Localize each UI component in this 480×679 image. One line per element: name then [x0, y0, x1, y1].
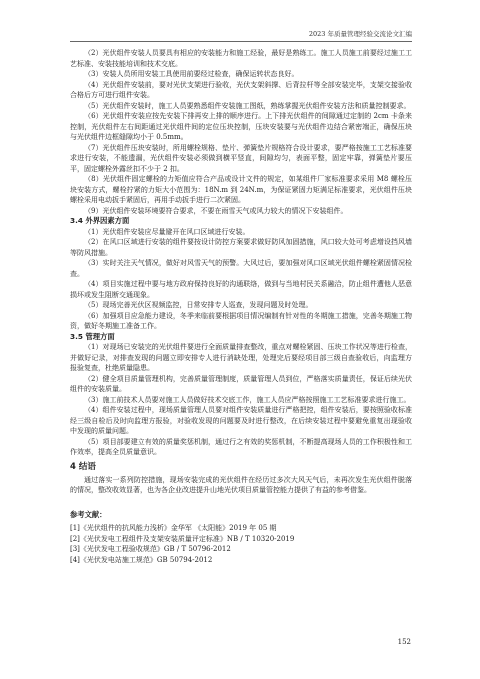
paragraph: （2）健全项目质量管理机构，完善质量管理制度，质量管理人员到位，严格落实质量责任，保证后续光伏组件的安装质量。: [70, 374, 412, 393]
section-heading-4: 4 结语: [70, 461, 96, 472]
header-title: 2023 年质量管理经验交流论文汇编: [308, 30, 412, 38]
paragraph: （5）项目部要建立有效的质量奖惩机制，通过行之有效的奖惩机制，不断提高现场人员的工作积极性和工作效率，提高全员质量意识。: [70, 437, 412, 456]
running-header: [70, 29, 412, 42]
reference-item: [2]《光伏发电工程组件及支架安装质量评定标准》NB / T 10320-2019: [70, 534, 295, 543]
paragraph: （5）现场完善光伏区视频监控，日常安排专人巡查，发现问题及时处理。: [84, 301, 313, 309]
paragraph: （9）光伏组件安装环境要符合要求，不要在雨雪天气或风力较大的情况下安装组件。: [84, 206, 348, 215]
paragraph: （6）加强项目应急能力建设，冬季来临前要根据项目情况编制有针对性的冬期施工措施，完善冬期施工物资，做好冬期施工准备工作。: [70, 311, 412, 330]
reference-item: [3]《光伏发电工程验收规范》GB / T 50796-2012: [70, 545, 231, 553]
paragraph: （3）安装人员所用安装工具使用前要经过检查，确保运转状态良好。: [84, 70, 299, 78]
paragraph: （4）项目实施过程中要与地方政府保持良好的沟通联络，做到与当地村民关系融洽，防止组件遭他人恶意损坏或发生阻断交通现象。: [70, 280, 412, 299]
paragraph: （2）光伏组件安装人员要具有相应的安装能力和施工经验，最好是熟练工。施工人员施工前要经过施工工艺标准、安装技能培训和技术交底。: [70, 49, 412, 68]
section-heading-3-4: 3.4 外界因素方面: [70, 216, 130, 225]
paragraph: （2）在风口区域进行安装的组件要按设计防控方案要求做好防风加固措施，风口较大处可考虑增设挡风墙等防风措施。: [70, 238, 412, 257]
article-body: [70, 48, 412, 565]
paragraph: （1）对现场已安装完的光伏组件要进行全面质量排查整改，重点对螺栓紧固、压块工作状况等进行检查，并做好记录，对排查发现的问题立即安排专人进行消缺处理，处理完后要经项目部三级自查验收后，向监理方报验复查，杜绝质量隐患。: [70, 343, 412, 372]
paragraph: （8）光伏组件固定螺栓的力矩值应符合产品或设计文件的规定，如某组件厂家标准要求采用 M8 螺栓压块安装方式，螺栓拧紧的力矩大小范围为：18N.m 到 24N.m，为保证紧固力矩满足标准要求，光伏组件压块螺栓采用电动扳手紧固后，再用手动扳手进行二次紧固。: [70, 175, 412, 204]
reference-item: [1]《光伏组件的抗风能力浅析》金华军 《太阳能》2019 年 05 期: [70, 524, 277, 532]
paragraph: 通过落实一系列防控措施，现场安装完成的光伏组件在经历过多次大风天气后，未再次发生光伏组件脱落的情况，整改收效显著，也为各企业改进提升山地光伏项目质量管控能力提供了有益的参考借鉴。: [70, 475, 412, 494]
paragraph: （3）施工前技术人员要对施工人员做好技术交底工作，施工人员应严格按照施工工艺标准要求进行施工。: [84, 395, 411, 404]
section-heading-3-5: 3.5 管理方面: [70, 331, 115, 341]
reference-item: [4]《光伏发电站施工规范》GB 50794-2012: [70, 555, 213, 564]
page-number: 152: [397, 638, 411, 646]
paragraph: （7）光伏组件压块安装时，所用螺栓规格、垫片、弹簧垫片规格符合设计要求，要严格按施工工艺标准要求进行安装，不能遗漏，光伏组件安装必须做到横平竖直，间隙均匀，表面平整，固定牢靠，弹簧垫片要压平，固定螺栓外露丝扣不少于 2 扣。: [70, 143, 412, 173]
paragraph: （4）组件安装过程中，现场质量管理人员要对组件安装质量进行严格把控，组件安装后，要按照验收标准经三级自检后及时向监理方报验，对验收发现的问题要及时进行整改，在后续安装过程中要避免重复出现验收中发现的质量问题。: [70, 406, 412, 435]
paragraph: （3）实时关注天气情况，做好对风雪天气的预警。大风过后，要加强对风口区域光伏组件螺栓紧固情况检查。: [70, 259, 412, 278]
paragraph: （1）光伏组件安装应尽量避开在风口区域进行安装。: [84, 227, 250, 236]
paragraph: （6）光伏组件安装应按先安装下排再安上排的顺序进行。上下排光伏组件的间隙通过定制的 2cm 卡条来控制，光伏组件左右间距通过光伏组件间的定位压块控制，压块安装要与光伏组件边结合紧密端正，确保压块与光伏组件边框缝隙均小于 0.5mm。: [70, 112, 412, 141]
references-title: 参考文献：: [70, 509, 107, 519]
paragraph: （4）光伏组件安装前，要对光伏支架进行验收，光伏支架斜撑、后背拉杆等全部安装完毕，支架交接验收合格后方可进行组件安装。: [70, 80, 412, 99]
paragraph: （5）光伏组件安装时，施工人员要熟悉组件安装施工图纸，熟练掌握光伏组件安装方法和质量控制要求。: [84, 101, 411, 110]
